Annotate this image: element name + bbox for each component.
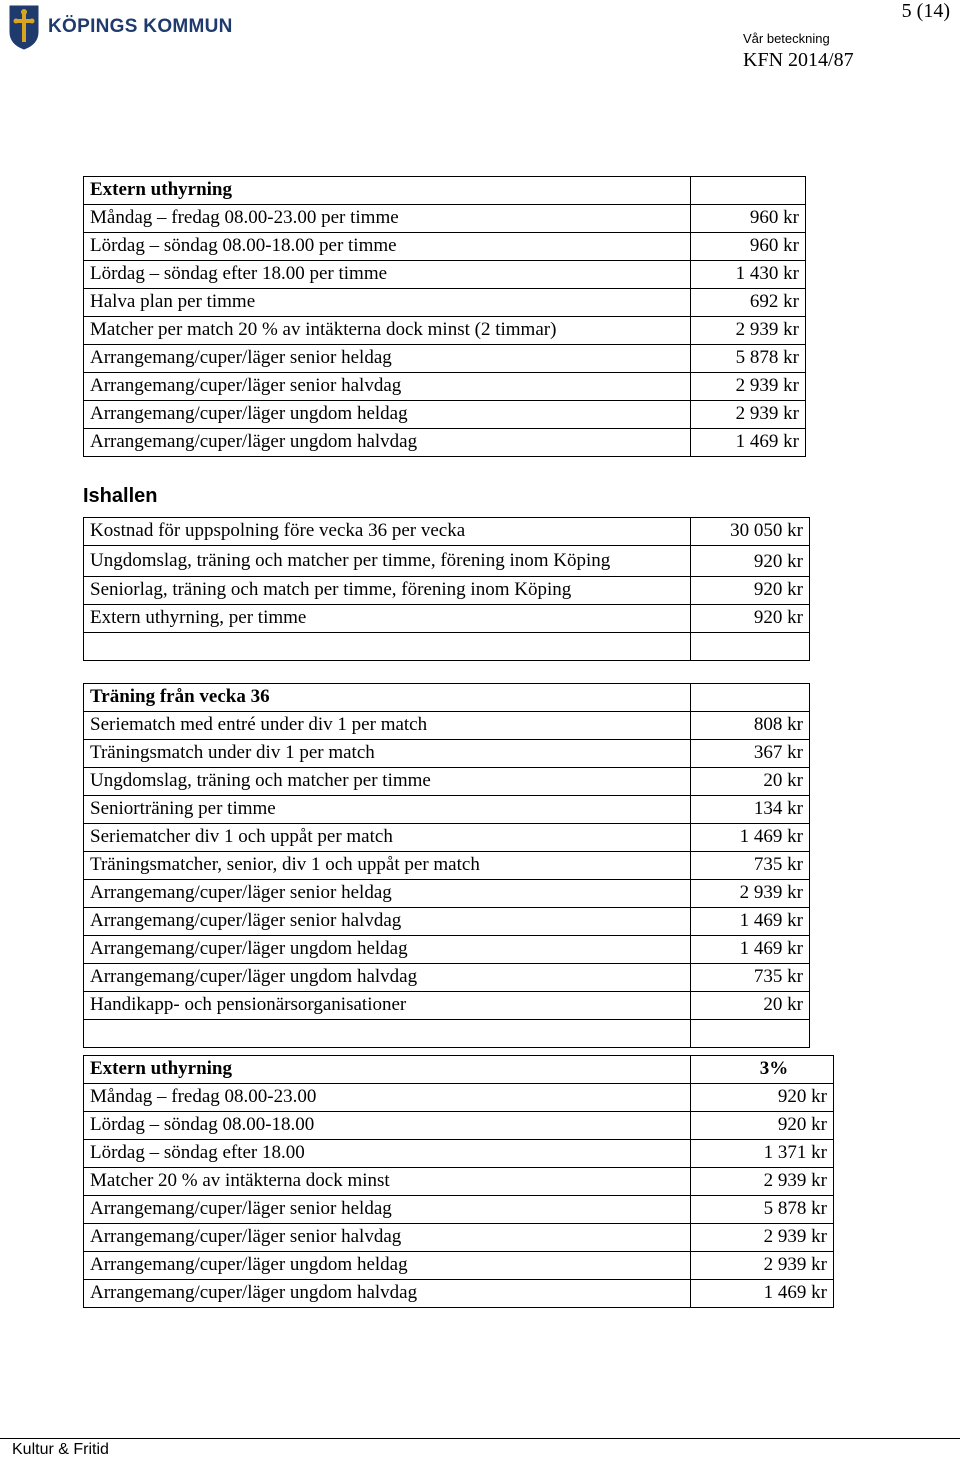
table-row [84,233,806,261]
row-description: Arrangemang/cuper/läger senior halvdag [84,908,691,936]
row-description: Ungdomslag, träning och matcher per timme, förening inom Köping [84,546,691,577]
table-row [84,1168,834,1196]
table-row [84,880,810,908]
row-amount: 692 kr [691,289,806,317]
table-row [84,577,810,605]
table-row [84,1084,834,1112]
row-description: Lördag – söndag efter 18.00 per timme [84,261,691,289]
section-title: Extern uthyrning [84,177,691,205]
row-amount: 920 kr [691,577,810,605]
row-amount: 20 kr [691,992,810,1020]
ishallen-table [83,517,810,661]
row-amount: 1 469 kr [691,936,810,964]
row-amount: 920 kr [691,605,810,633]
row-description: Arrangemang/cuper/läger ungdom halvdag [84,1280,691,1308]
table-row [84,964,810,992]
row-amount: 2 939 kr [691,1224,834,1252]
table-row [84,1140,834,1168]
row-description: Handikapp- och pensionärsorganisationer [84,992,691,1020]
row-description: Matcher per match 20 % av intäkterna dock minst (2 timmar) [84,317,691,345]
row-description: Matcher 20 % av intäkterna dock minst [84,1168,691,1196]
table-row [84,1056,834,1084]
table-row [84,546,810,577]
coat-of-arms-icon [8,4,40,50]
row-description: Arrangemang/cuper/läger senior heldag [84,345,691,373]
section-title: Träning från vecka 36 [84,684,691,712]
row-amount: 2 939 kr [691,1168,834,1196]
org-logo [8,4,233,50]
table-row [84,824,810,852]
section-title-amount: 3% [691,1056,834,1084]
row-description: Måndag – fredag 08.00-23.00 [84,1084,691,1112]
row-amount: 367 kr [691,740,810,768]
row-description: Lördag – söndag efter 18.00 [84,1140,691,1168]
table-row [84,605,810,633]
row-amount: 735 kr [691,852,810,880]
row-amount: 2 939 kr [691,373,806,401]
table-row [84,317,806,345]
row-amount: 2 939 kr [691,880,810,908]
table-row [84,429,806,457]
row-amount: 2 939 kr [691,401,806,429]
table-row [84,1196,834,1224]
row-description: Lördag – söndag 08.00-18.00 [84,1112,691,1140]
row-description: Extern uthyrning, per timme [84,605,691,633]
table-row [84,936,810,964]
table-row [84,1252,834,1280]
row-amount: 920 kr [691,1084,834,1112]
row-description: Ungdomslag, träning och matcher per timme [84,768,691,796]
row-amount: 20 kr [691,768,810,796]
row-description: Arrangemang/cuper/läger senior heldag [84,1196,691,1224]
table-row [84,401,806,429]
table-row [84,796,810,824]
row-amount: 30 050 kr [691,518,810,546]
row-description: Arrangemang/cuper/läger senior halvdag [84,373,691,401]
row-amount: 5 878 kr [691,345,806,373]
table-row [84,1224,834,1252]
row-amount: 920 kr [691,546,810,577]
row-description: Arrangemang/cuper/läger ungdom heldag [84,1252,691,1280]
row-description: Arrangemang/cuper/läger senior halvdag [84,1224,691,1252]
row-description: Seniorträning per timme [84,796,691,824]
table-row [84,373,806,401]
footer-department: Kultur & Fritid [12,1441,109,1458]
section-title: Extern uthyrning [84,1056,691,1084]
extern-uthyrning-2-table [83,1055,834,1308]
table-row [84,261,806,289]
row-amount: 808 kr [691,712,810,740]
footer-divider [0,1438,960,1439]
ishallen-title: Ishallen [83,485,158,507]
row-description: Arrangemang/cuper/läger ungdom halvdag [84,964,691,992]
row-description: Träningsmatch under div 1 per match [84,740,691,768]
row-description: Måndag – fredag 08.00-23.00 per timme [84,205,691,233]
row-description: Seriematcher div 1 och uppåt per match [84,824,691,852]
table-row [84,177,806,205]
row-amount: 960 kr [691,205,806,233]
row-amount: 735 kr [691,964,810,992]
row-amount: 5 878 kr [691,1196,834,1224]
table-row [84,992,810,1020]
row-amount: 1 469 kr [691,429,806,457]
row-amount: 1 469 kr [691,824,810,852]
table-row [84,345,806,373]
row-amount: 1 469 kr [691,908,810,936]
row-amount: 134 kr [691,796,810,824]
row-amount: 1 469 kr [691,1280,834,1308]
row-amount: 2 939 kr [691,1252,834,1280]
row-amount: 1 430 kr [691,261,806,289]
table-row [84,518,810,546]
row-description: Seniorlag, träning och match per timme, förening inom Köping [84,577,691,605]
reference-value: KFN 2014/87 [743,49,854,71]
row-description: Träningsmatcher, senior, div 1 och uppåt per match [84,852,691,880]
row-amount: 2 939 kr [691,317,806,345]
row-description: Arrangemang/cuper/läger ungdom halvdag [84,429,691,457]
table-row [84,768,810,796]
table-row [84,684,810,712]
traning-table [83,683,810,1048]
org-name: KÖPINGS KOMMUN [48,16,233,37]
table-row [84,740,810,768]
row-description: Arrangemang/cuper/läger ungdom heldag [84,936,691,964]
table-row [84,205,806,233]
row-description: Halva plan per timme [84,289,691,317]
table-row [84,289,806,317]
page-number: 5 (14) [901,0,950,22]
table-row [84,1280,834,1308]
row-amount: 960 kr [691,233,806,261]
row-amount: 1 371 kr [691,1140,834,1168]
row-amount: 920 kr [691,1112,834,1140]
table-row [84,633,810,661]
row-description: Arrangemang/cuper/läger senior heldag [84,880,691,908]
table-row [84,908,810,936]
extern-uthyrning-table [83,176,806,457]
row-description: Arrangemang/cuper/läger ungdom heldag [84,401,691,429]
row-description: Seriematch med entré under div 1 per match [84,712,691,740]
table-row [84,712,810,740]
page-header [0,0,960,80]
row-description: Kostnad för uppspolning före vecka 36 per vecka [84,518,691,546]
row-description: Lördag – söndag 08.00-18.00 per timme [84,233,691,261]
table-row [84,1112,834,1140]
reference-label: Vår beteckning [743,31,830,46]
table-row [84,852,810,880]
